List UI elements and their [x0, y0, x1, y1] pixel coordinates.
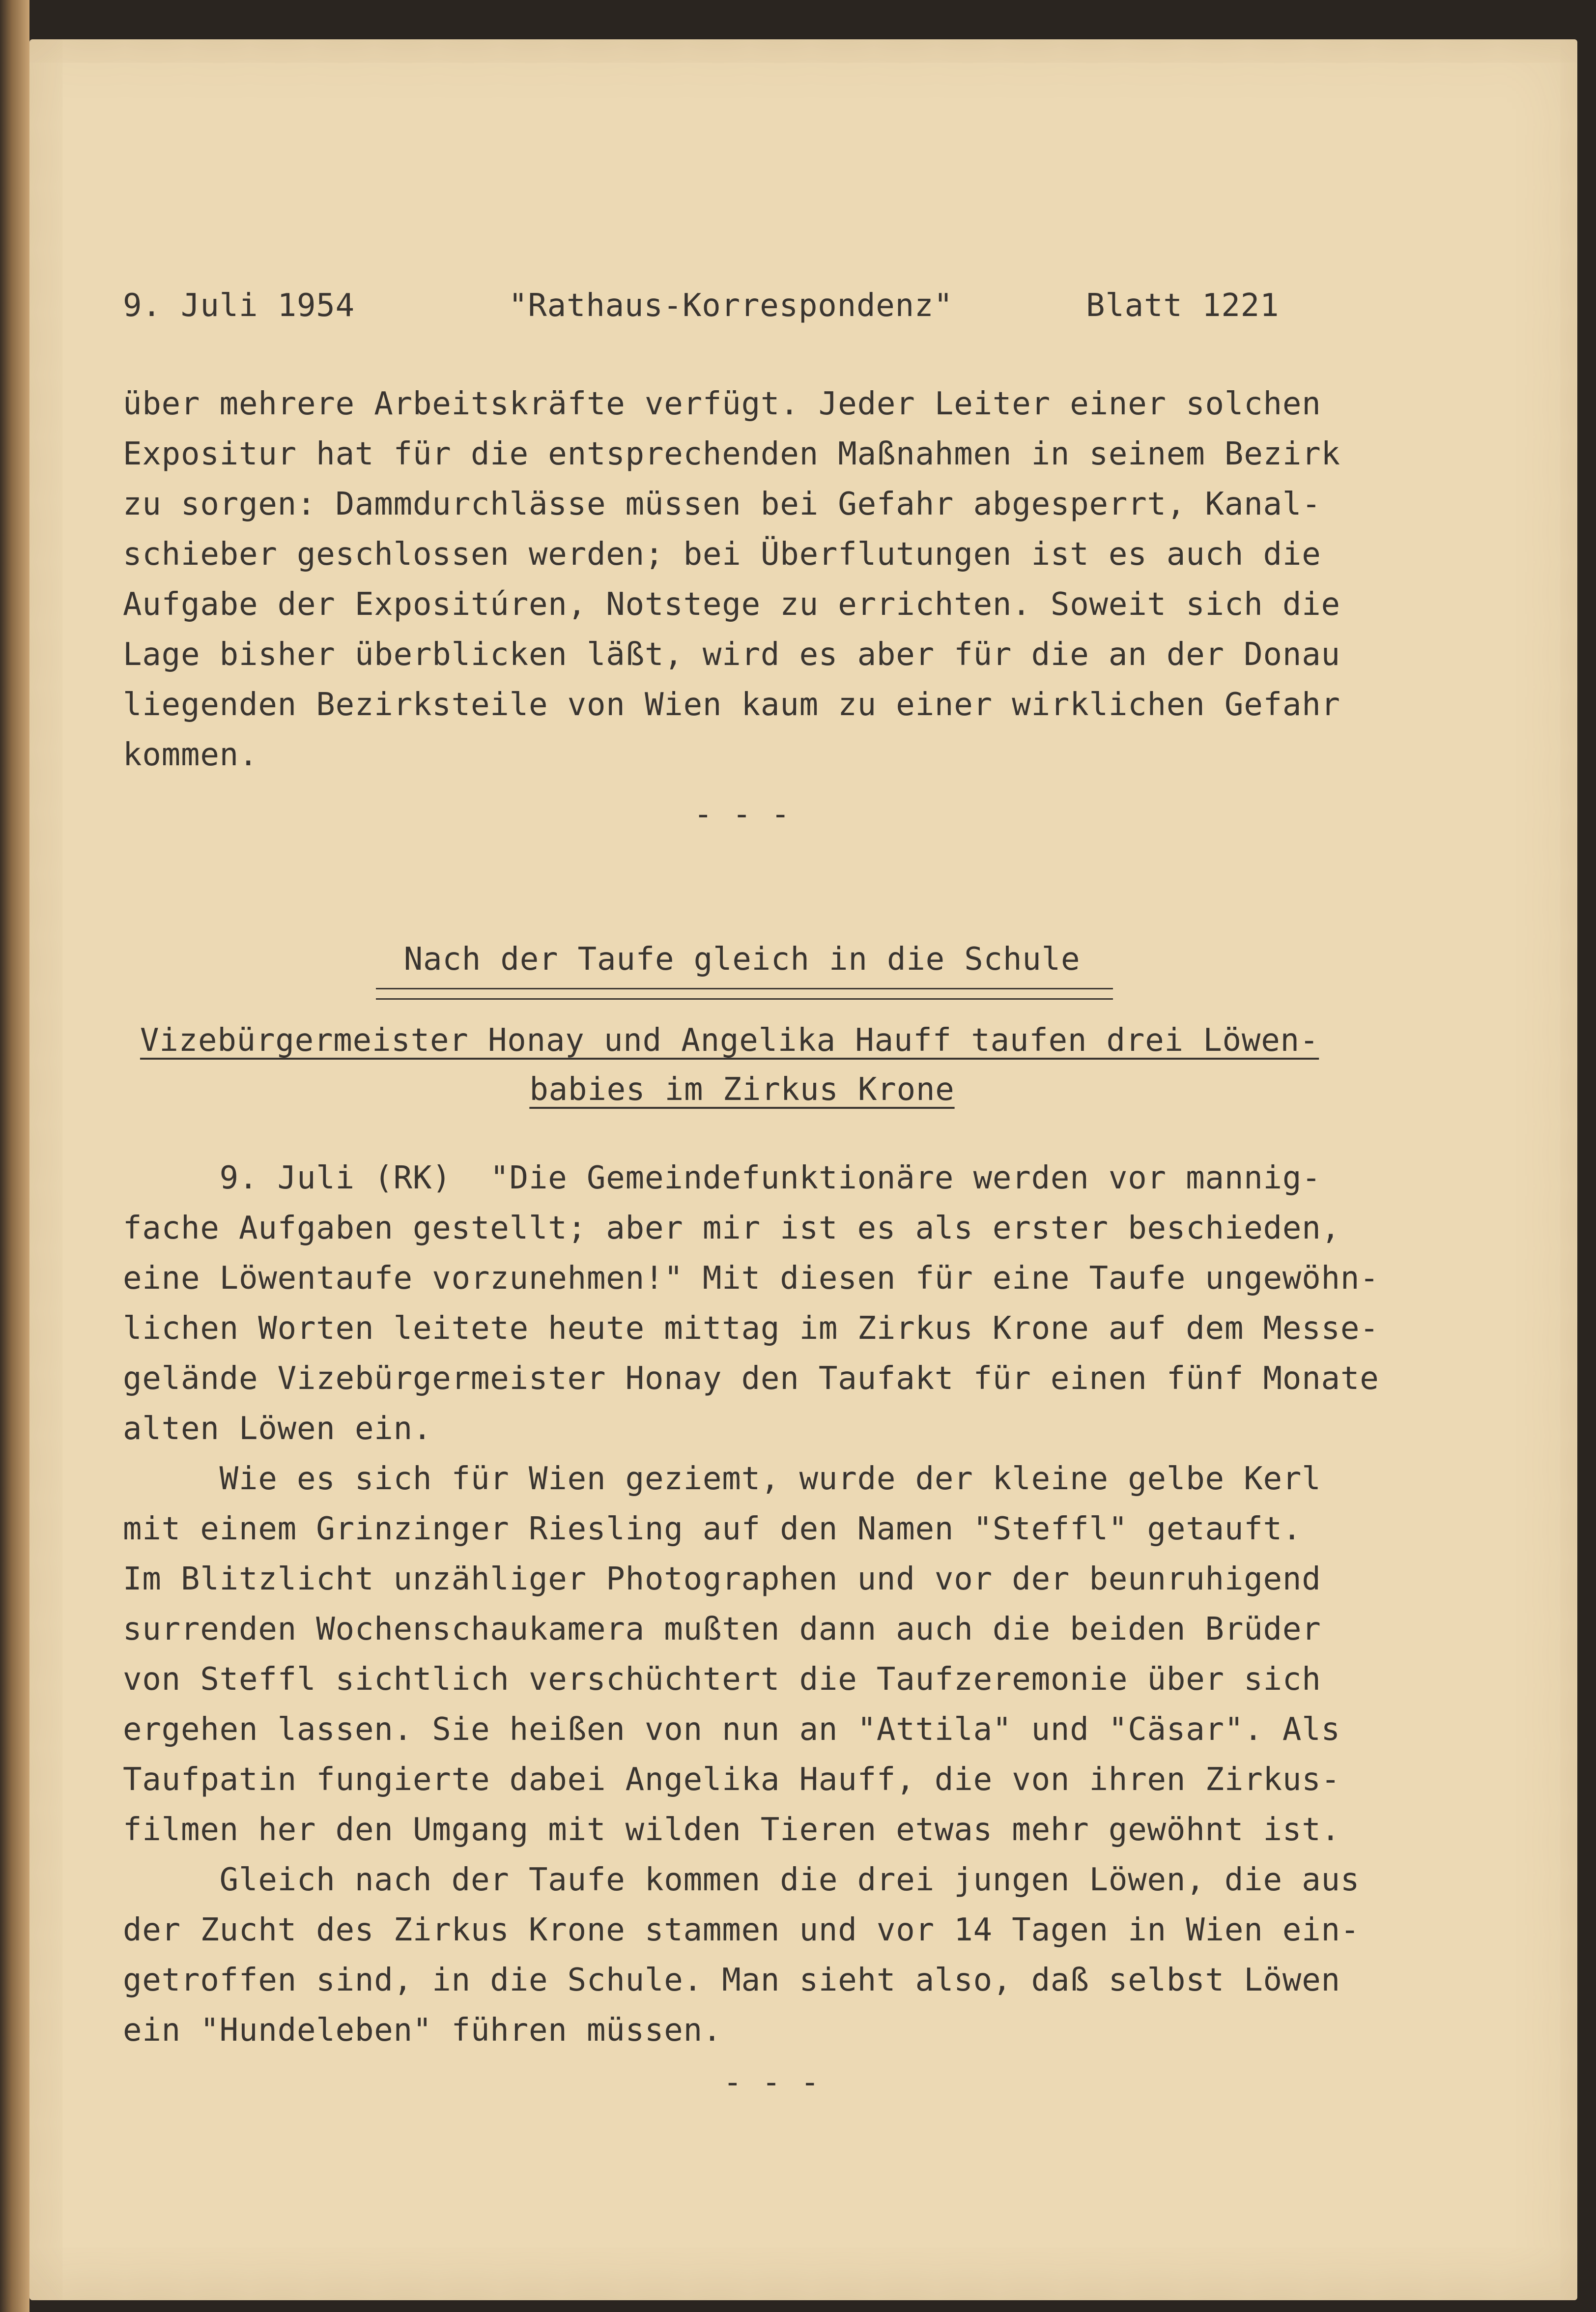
body-line: Taufpatin fungierte dabei Angelika Hauff, die von ihren Zirkus- — [123, 1762, 1340, 1798]
end-separator: - - - — [723, 2064, 820, 2101]
intro-line: Expositur hat für die entsprechenden Maßnahmen in seinem Bezirk — [123, 436, 1340, 472]
header-publication: "Rathaus-Korrespondenz" — [509, 288, 953, 324]
intro-line: Lage bisher überblicken läßt, wird es aber für die an der Donau — [123, 636, 1340, 673]
intro-line: liegenden Bezirksteile von Wien kaum zu einer wirklichen Gefahr — [123, 687, 1340, 723]
intro-line: zu sorgen: Dammdurchlässe müssen bei Gefahr abgesperrt, Kanal- — [123, 486, 1321, 522]
body-line: gelände Vizebürgermeister Honay den Taufakt für einen fünf Monate — [123, 1360, 1379, 1397]
body-line: ergehen lassen. Sie heißen von nun an "Attila" und "Cäsar". Als — [123, 1711, 1340, 1748]
subtitle-text: babies im Zirkus Krone — [529, 1071, 955, 1108]
body-line: lichen Worten leitete heute mittag im Zirkus Krone auf dem Messe- — [123, 1310, 1379, 1347]
body-line: der Zucht des Zirkus Krone stammen und vor 14 Tagen in Wien ein- — [123, 1912, 1360, 1948]
section-separator: - - - — [693, 796, 791, 833]
article-title: Nach der Taufe gleich in die Schule — [403, 941, 1081, 978]
body-line: 9. Juli (RK) "Die Gemeindefunktionäre werden vor mannig- — [123, 1160, 1321, 1196]
body-line: filmen her den Umgang mit wilden Tieren etwas mehr gewöhnt ist. — [123, 1812, 1340, 1848]
body-line: Im Blitzlicht unzähliger Photographen und vor der beunruhigend — [123, 1561, 1321, 1597]
body-line: surrenden Wochenschaukamera mußten dann auch die beiden Brüder — [123, 1611, 1321, 1647]
header-sheet-number: Blatt 1221 — [1086, 288, 1280, 324]
body-line: ein "Hundeleben" führen müssen. — [123, 2012, 722, 2049]
book-binding-edge — [0, 0, 29, 2312]
intro-line: über mehrere Arbeitskräfte verfügt. Jeder Leiter einer solchen — [123, 386, 1321, 422]
header-date: 9. Juli 1954 — [123, 288, 355, 324]
title-double-underline — [376, 988, 1113, 1000]
body-line: eine Löwentaufe vorzunehmen!" Mit diesen für eine Taufe ungewöhn- — [123, 1260, 1379, 1297]
document-page — [29, 39, 1577, 2300]
intro-line: kommen. — [123, 737, 258, 773]
article-subtitle-line-2 — [29, 1071, 1454, 1108]
body-line: von Steffl sichtlich verschüchtert die Taufzeremonie über sich — [123, 1661, 1321, 1698]
body-line: getroffen sind, in die Schule. Man sieht also, daß selbst Löwen — [123, 1962, 1340, 1998]
subtitle-text: Vizebürgermeister Honay und Angelika Hauff taufen drei Löwen- — [140, 1022, 1319, 1059]
article-subtitle-line-1 — [140, 1022, 1319, 1059]
body-line: mit einem Grinzinger Riesling auf den Namen "Steffl" getauft. — [123, 1511, 1302, 1547]
body-line: Gleich nach der Taufe kommen die drei jungen Löwen, die aus — [123, 1862, 1360, 1898]
body-line: fache Aufgaben gestellt; aber mir ist es als erster beschieden, — [123, 1210, 1340, 1246]
body-line: alten Löwen ein. — [123, 1411, 432, 1447]
intro-line: Aufgabe der Expositúren, Notstege zu errichten. Soweit sich die — [123, 586, 1340, 623]
intro-line: schieber geschlossen werden; bei Überflutungen ist es auch die — [123, 536, 1321, 573]
body-line: Wie es sich für Wien geziemt, wurde der kleine gelbe Kerl — [123, 1461, 1321, 1497]
